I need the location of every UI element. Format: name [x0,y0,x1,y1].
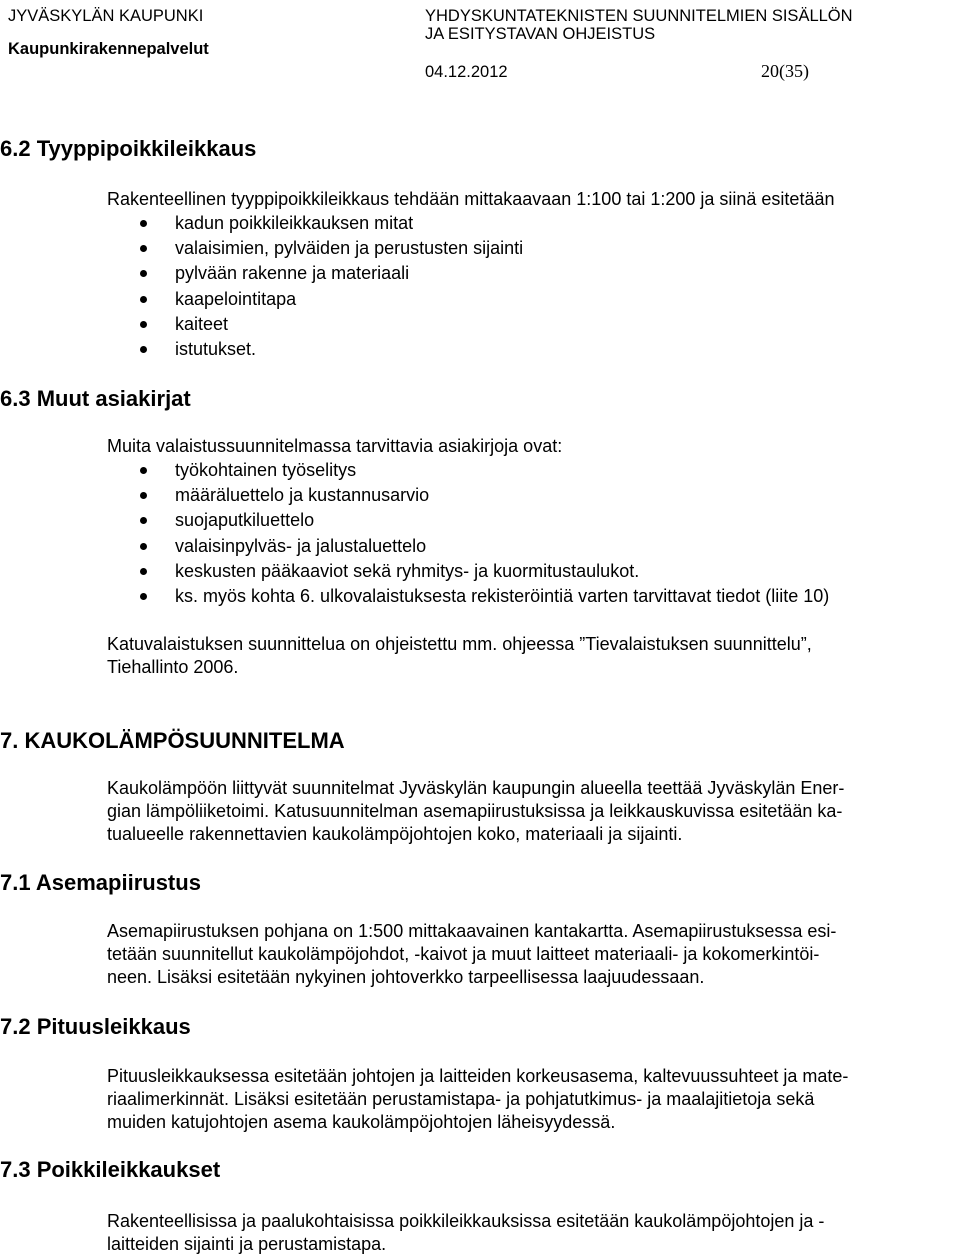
text-line: gian lämpöliiketoimi. Katusuunnitelman asemapiirustuksissa ja leikkauskuvissa esitetään ka- [107,801,843,821]
text-line: Pituusleikkauksessa esitetään johtojen ja laitteiden korkeusasema, kaltevuussuhteet ja mate- [107,1066,849,1086]
bullet-icon [140,543,147,550]
list-item: valaisinpylväs- ja jalustaluettelo [140,534,829,559]
heading-7-3: 7.3 Poikkileikkaukset [0,1157,221,1182]
s7-2-paragraph [107,1065,957,1134]
text-line: tetään suunnitellut kaukolämpöjohdot, -kaivot ja muut laitteet materiaali- ja kokomerkintöi- [107,944,820,964]
bullet-icon [140,593,147,600]
org-name: JYVÄSKYLÄN KAUPUNKI [8,7,204,25]
s6-3-note [107,633,957,679]
heading-7: 7. KAUKOLÄMPÖSUUNNITELMA [0,728,345,753]
bullet-icon [140,321,147,328]
list-item: määräluettelo ja kustannusarvio [140,483,829,508]
bullet-icon [140,245,147,252]
s7-paragraph [107,777,957,846]
text-line: Tiehallinto 2006. [107,657,239,677]
list-item: työkohtainen työselitys [140,458,829,483]
list-item: keskusten pääkaaviot sekä ryhmitys- ja kuormitustaulukot. [140,559,829,584]
text-line: tualueelle rakennettavien kaukolämpöjohtojen koko, materiaali ja sijainti. [107,824,683,844]
doc-date: 04.12.2012 [425,63,508,81]
list-item: valaisimien, pylväiden ja perustusten sijainti [140,236,523,261]
bullet-icon [140,467,147,474]
text-line: muiden katujohtojen asema kaukolämpöjohtojen läheisyydessä. [107,1112,616,1132]
text-line: neen. Lisäksi esitetään nykyinen johtoverkko tarpeellisessa laajuudessaan. [107,967,705,987]
text-line: Kaukolämpöön liittyvät suunnitelmat Jyväskylän kaupungin alueella teettää Jyväskylän Ener- [107,778,845,798]
heading-7-2: 7.2 Pituusleikkaus [0,1014,191,1039]
s6-3-intro: Muita valaistussuunnitelmassa tarvittavia asiakirjoja ovat: [107,436,563,456]
list-item: kadun poikkileikkauksen mitat [140,211,523,236]
bullet-icon [140,568,147,575]
text-line: Rakenteellisissa ja paalukohtaisissa poikkileikkauksissa esitetään kaukolämpöjohtojen ja - [107,1211,825,1231]
text-line: riaalimerkinnät. Lisäksi esitetään perustamistapa- ja pohjatutkimus- ja maalajitietoja sekä [107,1089,815,1109]
list-item: suojaputkiluettelo [140,508,829,533]
bullet-icon [140,296,147,303]
s6-3-list [140,458,829,609]
list-item: kaiteet [140,312,523,337]
bullet-icon [140,517,147,524]
bullet-icon [140,220,147,227]
s6-2-intro: Rakenteellinen tyyppipoikkileikkaus tehdään mittakaavaan 1:100 tai 1:200 ja siinä esitetään [107,189,835,209]
list-item: pylvään rakenne ja materiaali [140,261,523,286]
doc-title-line2: JA ESITYSTAVAN OHJEISTUS [425,25,656,43]
text-line: Asemapiirustuksen pohjana on 1:500 mittakaavainen kantakartta. Asemapiirustuksessa esi- [107,921,837,941]
heading-7-1: 7.1 Asemapiirustus [0,870,201,895]
heading-6-2: 6.2 Tyyppipoikkileikkaus [0,136,257,161]
bullet-icon [140,492,147,499]
bullet-icon [140,270,147,277]
text-line: laitteiden sijainti ja perustamistapa. [107,1234,387,1254]
page-number: 20(35) [761,61,809,81]
list-item: ks. myös kohta 6. ulkovalaistuksesta rekisteröintiä varten tarvittavat tiedot (liite 10) [140,584,829,609]
department-name: Kaupunkirakennepalvelut [8,40,209,58]
text-line: Katuvalaistuksen suunnittelua on ohjeistettu mm. ohjeessa ”Tievalaistuksen suunnittelu”, [107,634,812,654]
bullet-icon [140,346,147,353]
doc-title-line1: YHDYSKUNTATEKNISTEN SUUNNITELMIEN SISÄLLÖN [425,7,853,25]
heading-6-3: 6.3 Muut asiakirjat [0,386,191,411]
s7-3-paragraph [107,1210,957,1256]
s6-2-list [140,211,523,362]
list-item: istutukset. [140,337,523,362]
s7-1-paragraph [107,920,957,989]
list-item: kaapelointitapa [140,287,523,312]
